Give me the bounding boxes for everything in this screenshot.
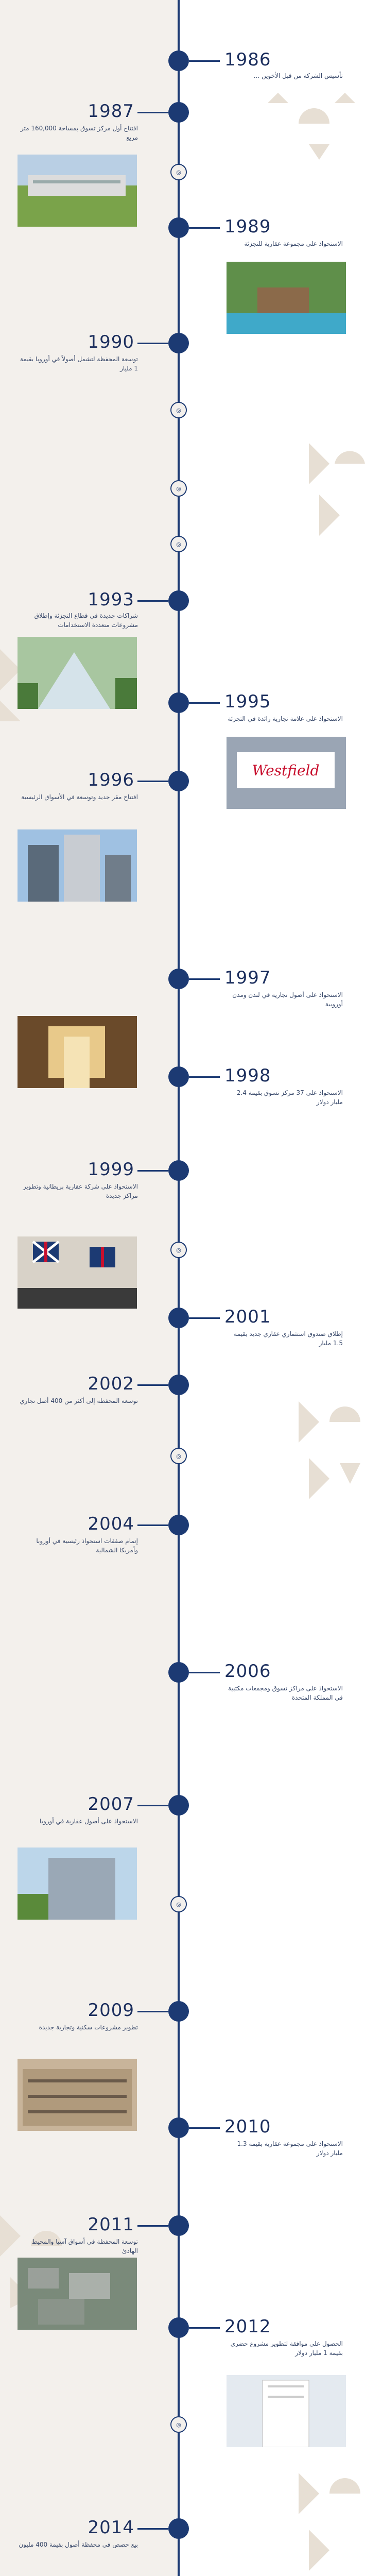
timeline-dot xyxy=(168,1795,189,1816)
timeline-connector xyxy=(137,2011,168,2012)
timeline-dot xyxy=(168,1160,189,1181)
white-tower-photo xyxy=(227,2375,346,2447)
event-text: إطلاق صندوق استثماري عقاري جديد بقيمة 1.5 مليار xyxy=(234,1330,343,1347)
aerial-city-photo xyxy=(18,2258,137,2330)
timeline-connector xyxy=(137,600,168,602)
event-year: 1995 xyxy=(224,691,271,712)
timeline-connector xyxy=(137,1170,168,1172)
circle-dot-icon: ◎ xyxy=(170,480,187,497)
event-year: 2010 xyxy=(224,2116,271,2137)
event-year: 2011 xyxy=(88,2214,134,2235)
pattern-decoration xyxy=(278,1401,365,1504)
timeline-axis xyxy=(178,0,180,2576)
circle-dot-icon: ◎ xyxy=(170,536,187,552)
timeline-dot xyxy=(168,333,189,353)
event-text: افتتاح مقر جديد وتوسعة في الأسواق الرئيسية xyxy=(21,793,138,801)
event-text: الاستحواذ على شركة عقارية بريطانية وتطوير مراكز جديدة xyxy=(23,1183,138,1199)
timeline-connector xyxy=(137,2225,168,2227)
event-year: 2001 xyxy=(224,1307,271,1327)
event-text: توسعة المحفظة لتشمل أصولاً في أوروبا بقيمة 1 مليار xyxy=(20,355,138,372)
event-year: 1986 xyxy=(224,49,271,70)
event-text: الاستحواذ على 37 مركز تسوق بقيمة 2.4 مليار دولار xyxy=(236,1089,343,1106)
timeline-connector xyxy=(137,1384,168,1386)
event-year: 1989 xyxy=(224,216,271,237)
building-field-photo xyxy=(18,155,137,227)
event-text: الاستحواذ على مجموعة عقارية بقيمة 1.3 مليار دولار xyxy=(237,2140,343,2157)
timeline-connector xyxy=(137,781,168,782)
event-year: 1998 xyxy=(224,1065,271,1086)
timeline-connector xyxy=(189,60,220,62)
timeline-dot xyxy=(168,1662,189,1683)
timeline-connector xyxy=(189,2327,220,2329)
office-towers-photo xyxy=(18,829,137,902)
timeline-dot xyxy=(168,2317,189,2338)
circle-dot-icon: ◎ xyxy=(170,2416,187,2433)
circle-dot-icon: ◎ xyxy=(170,1448,187,1464)
pattern-decoration xyxy=(278,2473,365,2576)
timeline-dot xyxy=(168,1066,189,1087)
timeline-connector xyxy=(137,1805,168,1806)
timeline-dot xyxy=(168,2215,189,2236)
glass-building-photo xyxy=(18,637,137,709)
timeline-dot xyxy=(168,50,189,71)
right-panel xyxy=(179,0,365,2576)
circle-dot-icon: ◎ xyxy=(170,164,187,180)
event-text: إتمام صفقات استحواذ رئيسية في أوروبا وأمريكا الشمالية xyxy=(36,1537,138,1554)
circle-dot-icon: ◎ xyxy=(170,1896,187,1912)
event-year: 1990 xyxy=(88,332,134,352)
event-text: شراكات جديدة في قطاع التجزئة وإطلاق مشروعات متعددة الاستخدامات xyxy=(34,612,138,629)
event-text: الاستحواذ على أصول عقارية في أوروبا xyxy=(39,1818,138,1825)
timeline-connector xyxy=(137,2528,168,2530)
timeline-dot xyxy=(168,590,189,611)
event-year: 2012 xyxy=(224,2316,271,2337)
event-text: افتتاح أول مركز تسوق بمساحة 160,000 متر مربع xyxy=(20,125,138,141)
stone-building-photo xyxy=(18,2059,137,2131)
event-year: 1993 xyxy=(88,589,134,610)
flags-street-photo xyxy=(18,1236,137,1309)
event-text: توسعة المحفظة في أسواق آسيا والمحيط الهادئ xyxy=(31,2238,138,2255)
timeline-dot xyxy=(168,2001,189,2022)
event-text: الاستحواذ على علامة تجارية رائدة في التجزئة xyxy=(228,715,343,722)
timeline-dot xyxy=(168,1308,189,1328)
event-year: 2014 xyxy=(88,2517,134,2538)
circle-dot-icon: ◎ xyxy=(170,402,187,418)
lobby-interior-photo xyxy=(18,1016,137,1088)
timeline-connector xyxy=(189,2127,220,2129)
timeline-connector xyxy=(137,343,168,344)
event-text: الحصول على موافقة لتطوير مشروع حضري بقيمة 1 مليار دولار xyxy=(230,2340,343,2357)
event-year: 1997 xyxy=(224,968,271,988)
westfield-sign-photo xyxy=(227,737,346,809)
garden-pool-photo xyxy=(227,262,346,334)
timeline-dot xyxy=(168,771,189,791)
timeline-connector xyxy=(189,1672,220,1673)
pattern-decoration xyxy=(268,93,365,165)
event-text: الاستحواذ على مجموعة عقارية للتجزئة xyxy=(244,240,343,247)
timeline-dot xyxy=(168,969,189,989)
event-year: 1987 xyxy=(88,101,134,122)
event-text: تأسيس الشركة من قبل الأخوين ... xyxy=(253,72,343,79)
timeline-connector xyxy=(137,112,168,113)
svg-text:Westfield: Westfield xyxy=(252,762,320,779)
timeline-dot xyxy=(168,2117,189,2138)
timeline-connector xyxy=(189,1317,220,1319)
timeline-dot xyxy=(168,217,189,238)
event-text: توسعة المحفظة إلى أكثر من 400 أصل تجاري xyxy=(20,1397,138,1404)
timeline-connector xyxy=(189,978,220,980)
timeline-connector xyxy=(137,1524,168,1526)
event-text: الاستحواذ على أصول تجارية في لندن ومدن أوروبية xyxy=(232,991,343,1008)
event-year: 1999 xyxy=(88,1159,134,1180)
event-year: 1996 xyxy=(88,770,134,790)
timeline-dot xyxy=(168,692,189,713)
timeline-connector xyxy=(189,702,220,704)
event-text: بيع حصص في محفظة أصول بقيمة 400 مليون xyxy=(19,2541,138,2548)
timeline-dot xyxy=(168,102,189,123)
event-year: 2007 xyxy=(88,1794,134,1815)
event-text: الاستحواذ على مراكز تسوق ومجمعات مكتبية في المملكة المتحدة xyxy=(228,1685,343,1701)
event-year: 2002 xyxy=(88,1374,134,1394)
event-year: 2009 xyxy=(88,2000,134,2021)
timeline-dot xyxy=(168,2518,189,2539)
modern-office-photo xyxy=(18,1848,137,1920)
event-year: 2006 xyxy=(224,1661,271,1682)
timeline-dot xyxy=(168,1515,189,1535)
circle-dot-icon: ◎ xyxy=(170,1242,187,1258)
timeline-connector xyxy=(189,1076,220,1078)
timeline-dot xyxy=(168,1375,189,1395)
event-year: 2004 xyxy=(88,1514,134,1534)
timeline-connector xyxy=(189,227,220,229)
event-text: تطوير مشروعات سكنية وتجارية جديدة xyxy=(39,2024,138,2031)
pattern-decoration xyxy=(288,443,365,536)
